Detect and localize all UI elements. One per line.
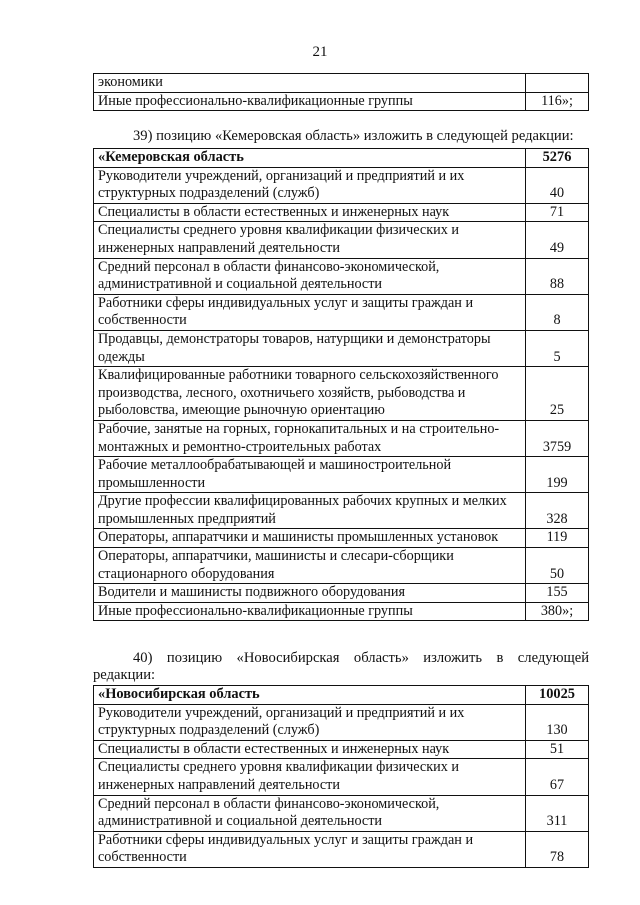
row-name: Рабочие металлообрабатывающей и машиностроительной промышленности [94, 457, 526, 493]
row-name: экономики [94, 74, 526, 93]
row-value: 311 [526, 795, 589, 831]
table-row [94, 294, 589, 330]
table-row [94, 222, 589, 258]
row-value: 3759 [526, 420, 589, 456]
table-row [94, 330, 589, 366]
row-name: Работники сферы индивидуальных услуг и защиты граждан и собственности [94, 294, 526, 330]
region-total: 10025 [526, 686, 589, 705]
row-name: Иные профессионально-квалификационные группы [94, 602, 526, 621]
table-header-row [94, 686, 589, 705]
region-name: «Кемеровская область [94, 149, 526, 168]
row-value [526, 74, 589, 93]
table-row [94, 203, 589, 222]
row-value: 78 [526, 831, 589, 867]
row-name: Специалисты среднего уровня квалификации физических и инженерных направлений деятельности [94, 222, 526, 258]
row-name: Руководители учреждений, организаций и предприятий и их структурных подразделений (служб) [94, 167, 526, 203]
row-value: 40 [526, 167, 589, 203]
table-row [94, 795, 589, 831]
row-value: 155 [526, 584, 589, 603]
table-row [94, 420, 589, 456]
table-row [94, 457, 589, 493]
row-name: Квалифицированные работники товарного сельскохозяйственного производства, лесного, охотничьего хозяйств, рыбоводства и рыболовства, имеющие рыночную ориентацию [94, 367, 526, 421]
row-name: Другие профессии квалифицированных рабочих крупных и мелких промышленных предприятий [94, 493, 526, 529]
row-name: Специалисты в области естественных и инженерных наук [94, 203, 526, 222]
row-name: Водители и машинисты подвижного оборудования [94, 584, 526, 603]
row-value: 8 [526, 294, 589, 330]
row-value: 50 [526, 548, 589, 584]
table-row [94, 529, 589, 548]
table-row [94, 92, 589, 111]
table-kemerovo [93, 148, 589, 621]
table-row [94, 602, 589, 621]
row-name: Иные профессионально-квалификационные группы [94, 92, 526, 111]
row-value: 199 [526, 457, 589, 493]
table-row [94, 831, 589, 867]
row-value: 130 [526, 704, 589, 740]
row-value: 67 [526, 759, 589, 795]
table-row [94, 258, 589, 294]
table-row [94, 74, 589, 93]
row-name: Операторы, аппаратчики, машинисты и слесари-сборщики стационарного оборудования [94, 548, 526, 584]
table-row [94, 740, 589, 759]
row-value: 380»; [526, 602, 589, 621]
row-name: Операторы, аппаратчики и машинисты промышленных установок [94, 529, 526, 548]
row-value: 328 [526, 493, 589, 529]
row-value: 116»; [526, 92, 589, 111]
table-row [94, 704, 589, 740]
row-value: 25 [526, 367, 589, 421]
row-value: 71 [526, 203, 589, 222]
table-novosibirsk [93, 685, 589, 868]
row-value: 88 [526, 258, 589, 294]
table-row [94, 759, 589, 795]
row-name: Рабочие, занятые на горных, горнокапитальных и на строительно-монтажных и ремонтно-строительных работах [94, 420, 526, 456]
page-number: 21 [312, 44, 328, 60]
table-row [94, 584, 589, 603]
row-value: 119 [526, 529, 589, 548]
row-name: Средний персонал в области финансово-экономической, административной и социальной деятельности [94, 258, 526, 294]
paragraph-40: 40) позицию «Новосибирская область» изложить в следующей редакции: [93, 650, 589, 683]
table-continuation [93, 73, 589, 111]
row-name: Специалисты среднего уровня квалификации физических и инженерных направлений деятельности [94, 759, 526, 795]
table-row [94, 367, 589, 421]
region-name: «Новосибирская область [94, 686, 526, 705]
region-total: 5276 [526, 149, 589, 168]
table-header-row [94, 149, 589, 168]
row-value: 5 [526, 330, 589, 366]
row-name: Руководители учреждений, организаций и предприятий и их структурных подразделений (служб) [94, 704, 526, 740]
paragraph-39: 39) позицию «Кемеровская область» изложить в следующей редакции: [133, 128, 574, 144]
row-name: Продавцы, демонстраторы товаров, натурщики и демонстраторы одежды [94, 330, 526, 366]
row-name: Работники сферы индивидуальных услуг и защиты граждан и собственности [94, 831, 526, 867]
table-row [94, 493, 589, 529]
row-value: 51 [526, 740, 589, 759]
table-row [94, 548, 589, 584]
row-name: Специалисты в области естественных и инженерных наук [94, 740, 526, 759]
row-value: 49 [526, 222, 589, 258]
row-name: Средний персонал в области финансово-экономической, административной и социальной деятельности [94, 795, 526, 831]
table-row [94, 167, 589, 203]
